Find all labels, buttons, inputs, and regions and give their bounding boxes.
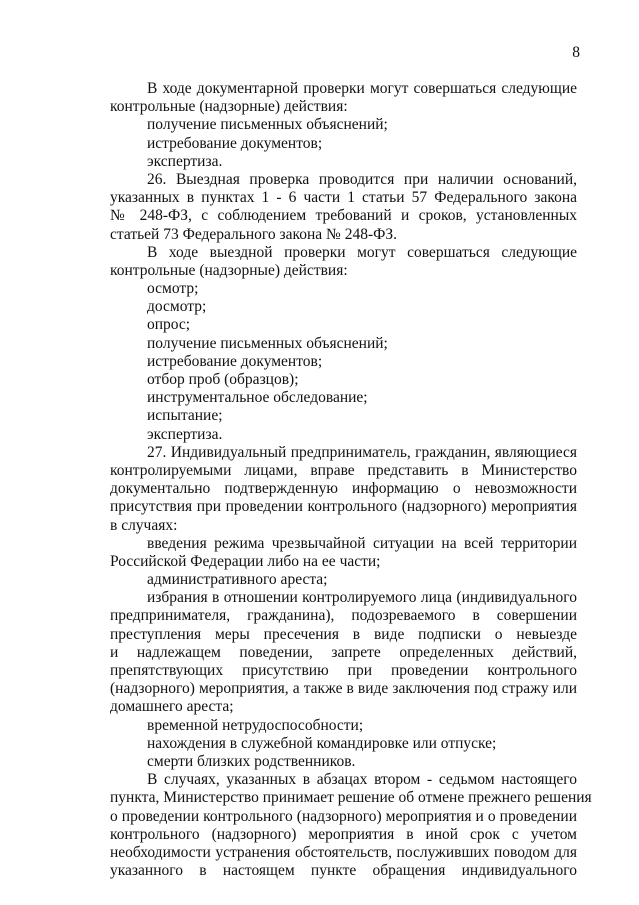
text-line: контрольные (надзорные) действия: [110, 261, 348, 279]
text-line: опрос; [147, 316, 191, 334]
text-line: домашнего ареста; [110, 698, 234, 716]
text-line: препятствующих присутствию при проведении контрольного [110, 662, 577, 679]
text-line: введения режима чрезвычайной ситуации на всей территории [147, 534, 577, 552]
text-line: административного ареста; [147, 571, 328, 589]
text-line: испытание; [147, 407, 223, 425]
text-line: контрольные (надзорные) действия: [110, 98, 348, 116]
text-line: истребование документов; [147, 352, 323, 370]
text-line: экспертиза. [147, 425, 223, 443]
text-line: 26. Выездная проверка проводится при наличии оснований, [147, 170, 577, 188]
document-body [110, 80, 592, 880]
text-line: и надлежащем поведении, запрете определенных действий, [110, 643, 577, 661]
text-line: предпринимателя, гражданина), подозреваемого в совершении [110, 607, 577, 625]
text-line: № 248-ФЗ, с соблюдением требований и сроков, установленных [110, 207, 577, 225]
text-line: экспертиза. [147, 152, 223, 170]
text-line: отбор проб (образцов); [147, 371, 299, 388]
text-line: получение письменных объяснений; [147, 116, 388, 134]
text-line: В случаях, указанных в абзацах втором - седьмом настоящего [147, 771, 577, 789]
text-line: документально подтвержденную информацию о невозможности [110, 480, 577, 498]
text-line: Российской Федерации либо на ее части; [110, 552, 381, 570]
text-line: 27. Индивидуальный предприниматель, гражданин, являющиеся [147, 443, 577, 461]
text-line: нахождения в служебной командировке или отпуске; [147, 734, 497, 752]
page-number: 8 [572, 44, 580, 61]
text-line: избрания в отношении контролируемого лица (индивидуального [147, 589, 577, 607]
text-line: указанных в пунктах 1 - 6 части 1 статьи 57 Федерального закона [110, 189, 577, 207]
text-line: контрольного (надзорного) мероприятия в иной срок с учетом [110, 825, 577, 843]
text-line: присутствия при проведении контрольного (надзорного) мероприятия [110, 498, 577, 516]
text-line: необходимости устранения обстоятельств, послуживших поводом для [110, 843, 577, 861]
text-line: (надзорного) мероприятия, а также в виде заключения под стражу или [110, 680, 577, 698]
text-line: временной нетрудоспособности; [147, 716, 364, 734]
text-line: статьей 73 Федерального закона № 248-ФЗ. [110, 225, 397, 243]
text-line: истребование документов; [147, 134, 323, 152]
text-line: смерти близких родственников. [147, 752, 356, 770]
text-line: контролируемыми лицами, вправе представить в Министерство [110, 461, 577, 479]
text-line: В ходе выездной проверки могут совершаться следующие [147, 243, 577, 261]
text-line: о проведении контрольного (надзорного) мероприятия и о проведении [110, 807, 577, 825]
text-line: осмотр; [147, 280, 199, 298]
text-line: указанного в настоящем пункте обращения индивидуального [110, 862, 577, 880]
text-line: инструментальное обследование; [147, 389, 368, 407]
text-line: получение письменных объяснений; [147, 334, 388, 352]
text-line: пункта, Министерство принимает решение об отмене прежнего решения [110, 789, 592, 807]
text-line: преступления меры пресечения в виде подписки о невыезде [110, 625, 577, 643]
text-line: в случаях: [110, 516, 178, 534]
text-line: В ходе документарной проверки могут совершаться следующие [147, 80, 577, 97]
text-line: досмотр; [147, 298, 207, 316]
